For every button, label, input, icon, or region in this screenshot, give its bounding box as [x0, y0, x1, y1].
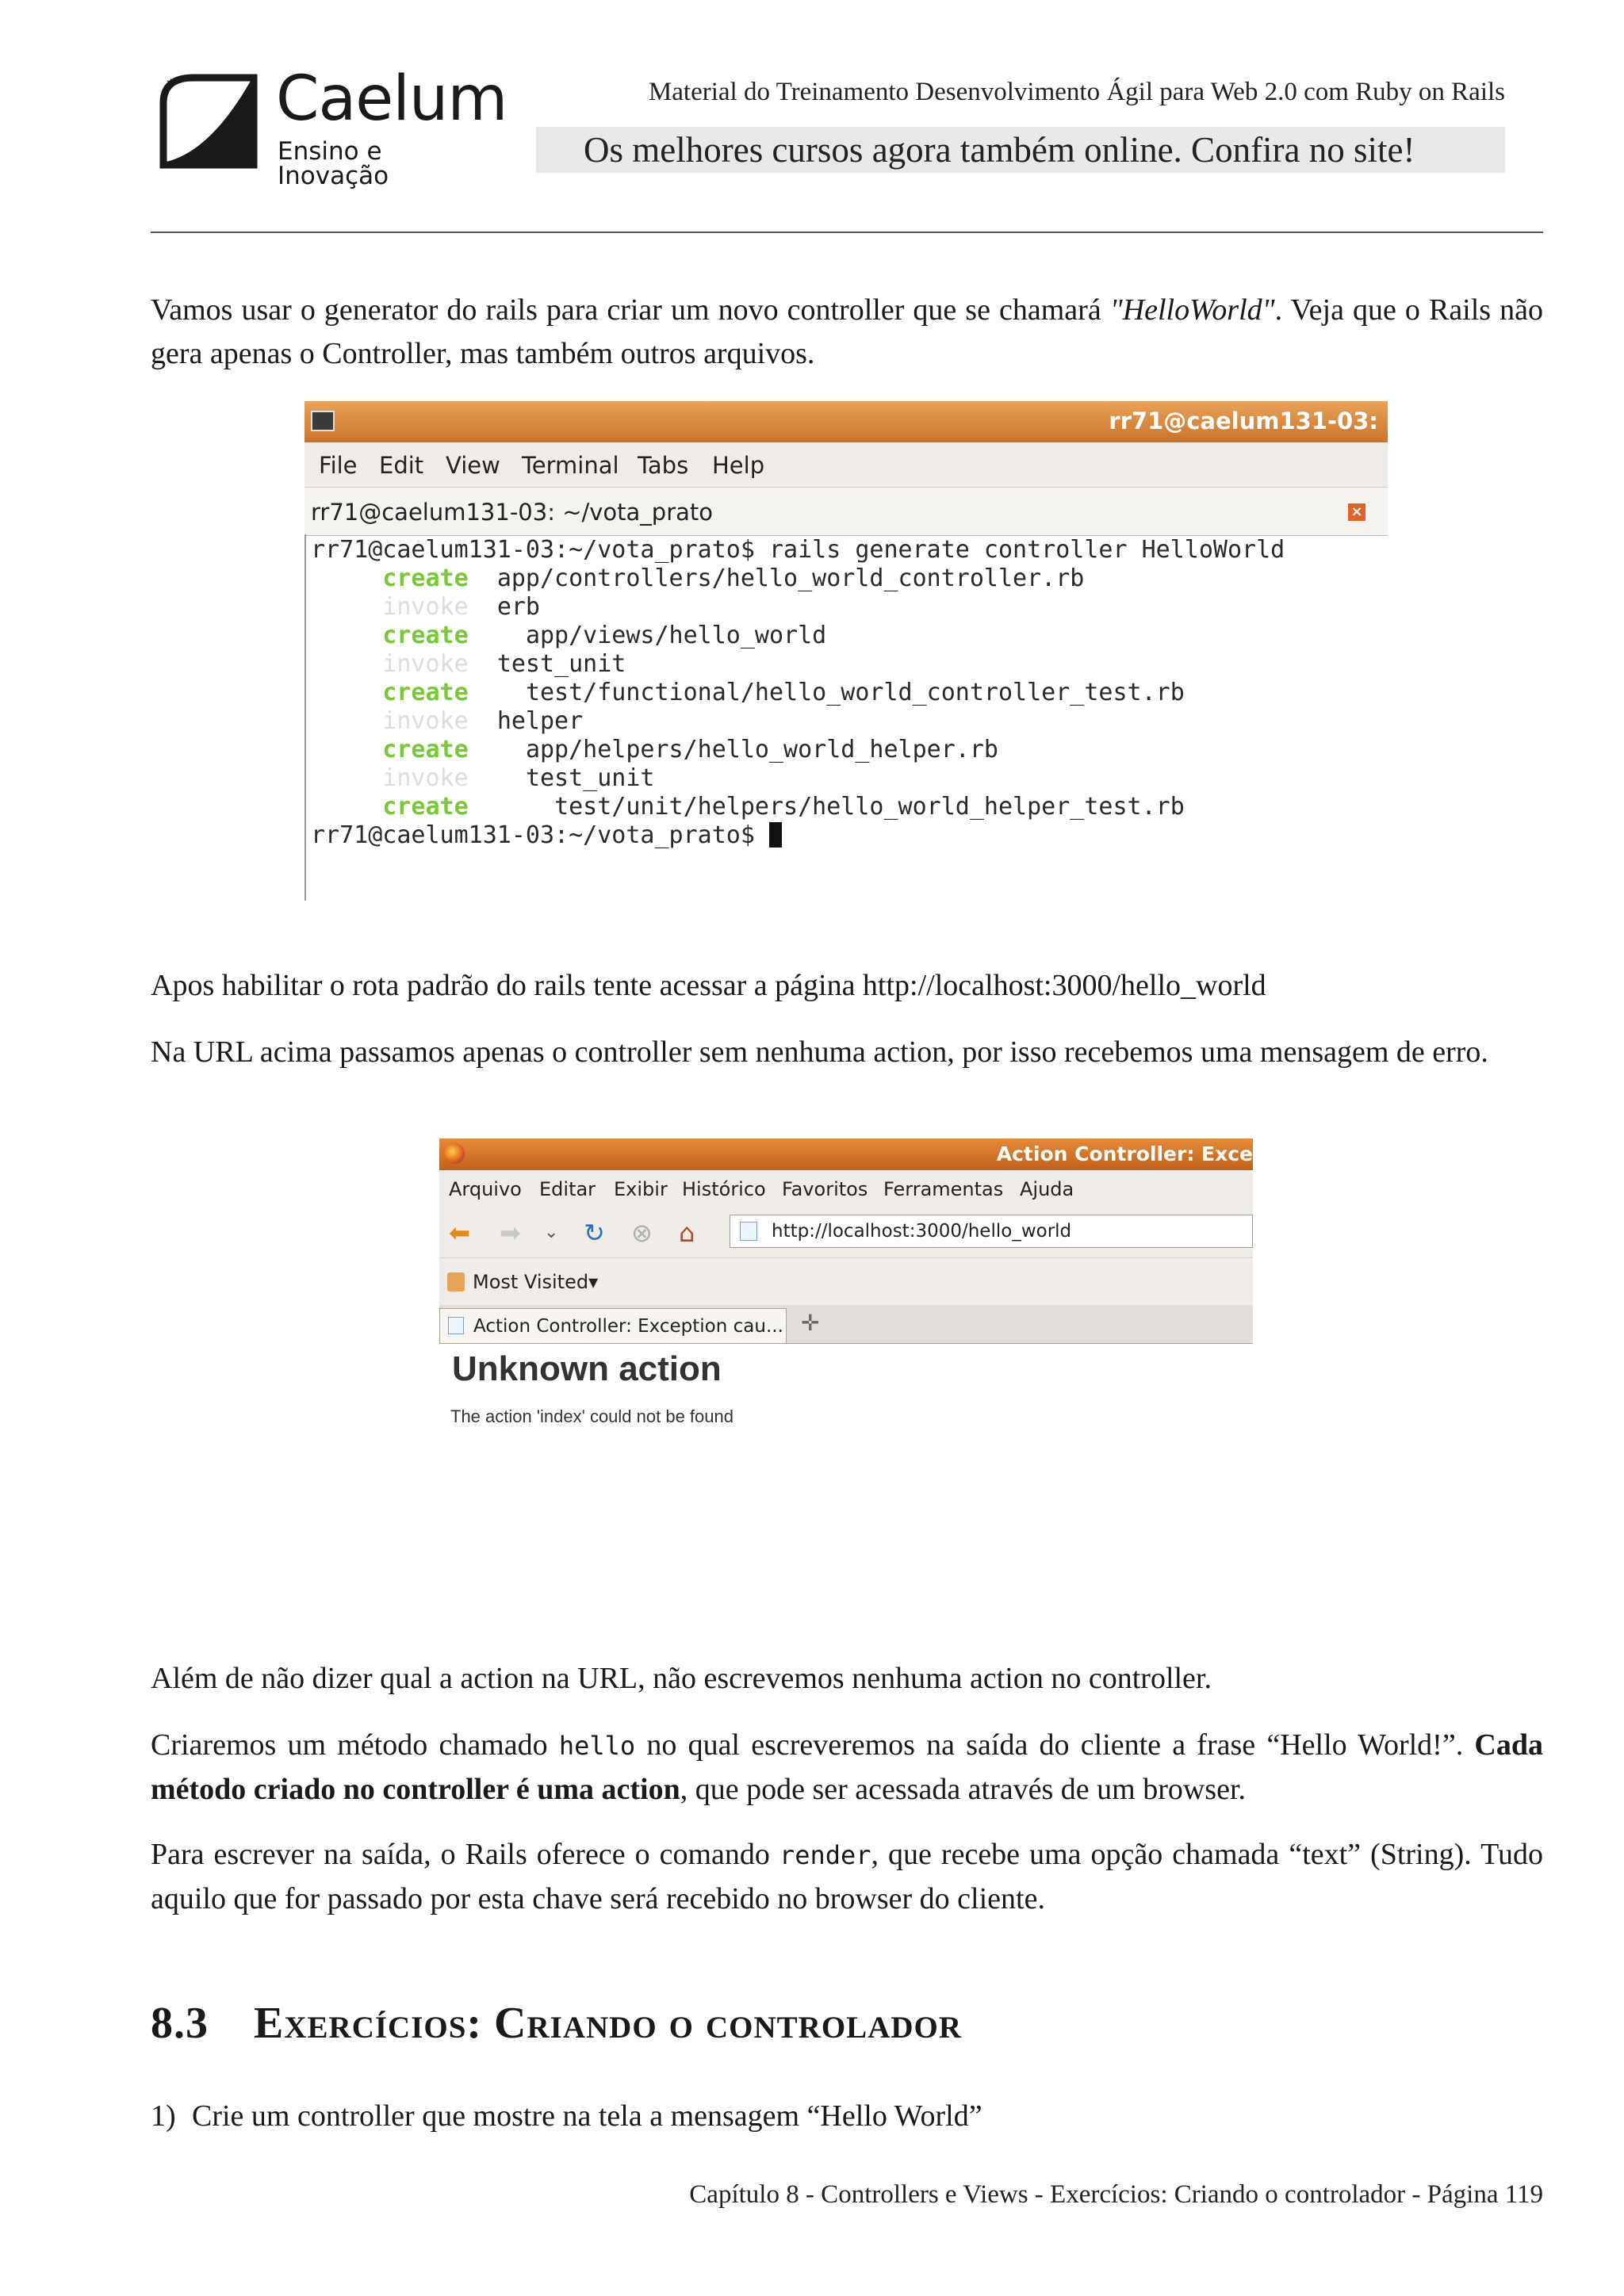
browser-menu-arquivo[interactable]: Arquivo — [449, 1178, 522, 1200]
terminal-line: create app/controllers/hello_world_controller.rb — [382, 564, 1085, 592]
stop-icon[interactable]: ⊗ — [631, 1218, 653, 1248]
terminal-line: create test/unit/helpers/hello_world_helper_test.rb — [382, 793, 1185, 821]
terminal-line: invoke test_unit — [382, 650, 626, 678]
browser-menu-historico[interactable]: Histórico — [682, 1178, 766, 1200]
error-heading: Unknown action — [452, 1349, 722, 1388]
terminal-final-prompt-line — [311, 821, 782, 850]
terminal-line: create test/functional/hello_world_controller_test.rb — [382, 679, 1185, 706]
browser-menu-exibir[interactable]: Exibir — [614, 1178, 668, 1200]
terminal-menu-view[interactable]: View — [446, 452, 500, 479]
url-paragraph: Apos habilitar o rota padrão do rails tente acessar a página http://localhost:3000/hello_world — [151, 969, 1266, 1002]
render-paragraph: Para escrever na saída, o Rails oferece o comando render, que recebe uma opção chamada “text” (String). Tudo aquilo que for passado por esta chave será recebido no browser do cliente. — [151, 1838, 1543, 1915]
page-footer: Capítulo 8 - Controllers e Views - Exercícios: Criando o controlador - Página 119 — [689, 2180, 1543, 2209]
address-bar[interactable] — [730, 1215, 1253, 1248]
browser-menu-editar[interactable]: Editar — [539, 1178, 596, 1200]
forward-arrow-icon[interactable]: ➡ — [500, 1218, 521, 1248]
bold-statement: Cada método criado no controller é uma action — [151, 1728, 1543, 1806]
terminal-prompt: rr71@caelum131-03:~/vota_prato$ — [311, 536, 755, 564]
browser-navbar — [439, 1207, 1253, 1257]
terminal-titlebar — [304, 401, 1388, 442]
browser-menu-favoritos[interactable]: Favoritos — [782, 1178, 868, 1200]
browser-tab-label: Action Controller: Exception cau... — [473, 1316, 783, 1337]
page-icon — [740, 1222, 757, 1241]
browser-menubar — [439, 1170, 1253, 1207]
terminal-tab[interactable] — [304, 487, 1388, 536]
browser-window-title: Action Controller: Exce — [996, 1142, 1253, 1165]
terminal-window-title: rr71@caelum131-03: — [1109, 408, 1378, 434]
terminal-menubar — [304, 442, 1388, 487]
new-tab-icon[interactable]: ✛ — [801, 1310, 820, 1336]
terminal-tab-label: rr71@caelum131-03: ~/vota_prato — [311, 499, 714, 526]
home-icon[interactable]: ⌂ — [679, 1218, 695, 1248]
terminal-icon — [311, 411, 335, 431]
section-heading — [151, 1998, 962, 2049]
chevron-down-icon[interactable]: ⌄ — [544, 1223, 559, 1242]
error-paragraph: Na URL acima passamos apenas o controller sem nenhuma action, por isso recebemos uma mensagem de erro. — [151, 1035, 1488, 1069]
terminal-command-line — [311, 536, 1285, 564]
exercise-text: Crie um controller que mostre na tela a mensagem “Hello World” — [192, 2099, 982, 2133]
terminal-menu-tabs[interactable]: Tabs — [638, 452, 689, 479]
terminal-line: create app/helpers/hello_world_helper.rb — [382, 736, 998, 763]
logo-tagline: Ensino e Inovação — [278, 137, 389, 190]
caelum-logo-mark-icon — [155, 71, 260, 170]
bookmark-folder-icon — [447, 1272, 465, 1292]
exercise-item — [151, 2095, 982, 2138]
terminal-menu-terminal[interactable]: Terminal — [522, 452, 619, 479]
section-title: Exercícios: Criando o controlador — [254, 1999, 963, 2048]
terminal-menu-file[interactable]: File — [319, 452, 358, 479]
firefox-icon — [444, 1143, 465, 1164]
inline-code-render: render — [779, 1840, 871, 1870]
browser-menu-ferramentas[interactable]: Ferramentas — [883, 1178, 1004, 1200]
browser-menu-ajuda[interactable]: Ajuda — [1020, 1178, 1074, 1200]
logo-name: Caelum — [276, 63, 508, 135]
page-icon — [448, 1317, 464, 1334]
inline-code-hello: hello — [558, 1731, 636, 1761]
terminal-menu-help[interactable]: Help — [712, 452, 765, 479]
terminal-line: invoke erb — [382, 593, 540, 621]
intro-text-a: Vamos usar o generator do rails para criar um novo controller que se chamará — [151, 293, 1110, 327]
terminal-line: create app/views/hello_world — [382, 622, 827, 649]
reload-icon[interactable]: ↻ — [584, 1218, 605, 1248]
caelum-logo — [155, 63, 508, 190]
terminal-final-prompt: rr71@caelum131-03:~/vota_prato$ — [311, 821, 769, 849]
intro-text-b: . Veja que o Rails não gera apenas o Controller, mas também outros arquivos. — [151, 293, 1544, 370]
header-divider — [151, 232, 1543, 233]
action-paragraph: Além de não dizer qual a action na URL, não escrevemos nenhuma action no controller. — [151, 1662, 1212, 1695]
exercise-number: 1) — [151, 2099, 176, 2133]
terminal-line: invoke helper — [382, 707, 584, 735]
controller-name: "HelloWorld" — [1109, 293, 1275, 327]
method-paragraph: Criaremos um método chamado hello no qual escreveremos na saída do cliente a frase “Hello World!”. Cada método criado no controller é uma action, que pode ser acessada através de um browser. — [151, 1728, 1543, 1806]
close-icon[interactable]: × — [1348, 503, 1365, 521]
browser-screenshot — [439, 1138, 1253, 1440]
cursor-icon — [769, 822, 782, 848]
bookmarks-bar — [439, 1257, 1253, 1306]
address-bar-url: http://localhost:3000/hello_world — [772, 1221, 1072, 1242]
terminal-screenshot — [304, 401, 1388, 901]
svg-text:*: * — [167, 77, 175, 97]
terminal-line: invoke test_unit — [382, 764, 655, 792]
error-message: The action 'index' could not be found — [450, 1406, 733, 1426]
terminal-menu-edit[interactable]: Edit — [379, 452, 424, 479]
browser-tab[interactable] — [439, 1308, 787, 1343]
intro-paragraph — [151, 289, 1543, 376]
browser-titlebar — [439, 1138, 1253, 1170]
header-banner: Os melhores cursos agora também online. Confira no site! — [536, 127, 1505, 173]
back-arrow-icon[interactable]: ⬅ — [449, 1218, 470, 1248]
terminal-command: rails generate controller HelloWorld — [754, 536, 1285, 564]
terminal-output — [304, 534, 1388, 901]
section-number: 8.3 — [151, 1999, 209, 2048]
header-title: Material do Treinamento Desenvolvimento Ágil para Web 2.0 com Ruby on Rails — [648, 78, 1505, 106]
most-visited-bookmark[interactable]: Most Visited▾ — [473, 1271, 599, 1293]
browser-tabstrip — [439, 1305, 1253, 1344]
